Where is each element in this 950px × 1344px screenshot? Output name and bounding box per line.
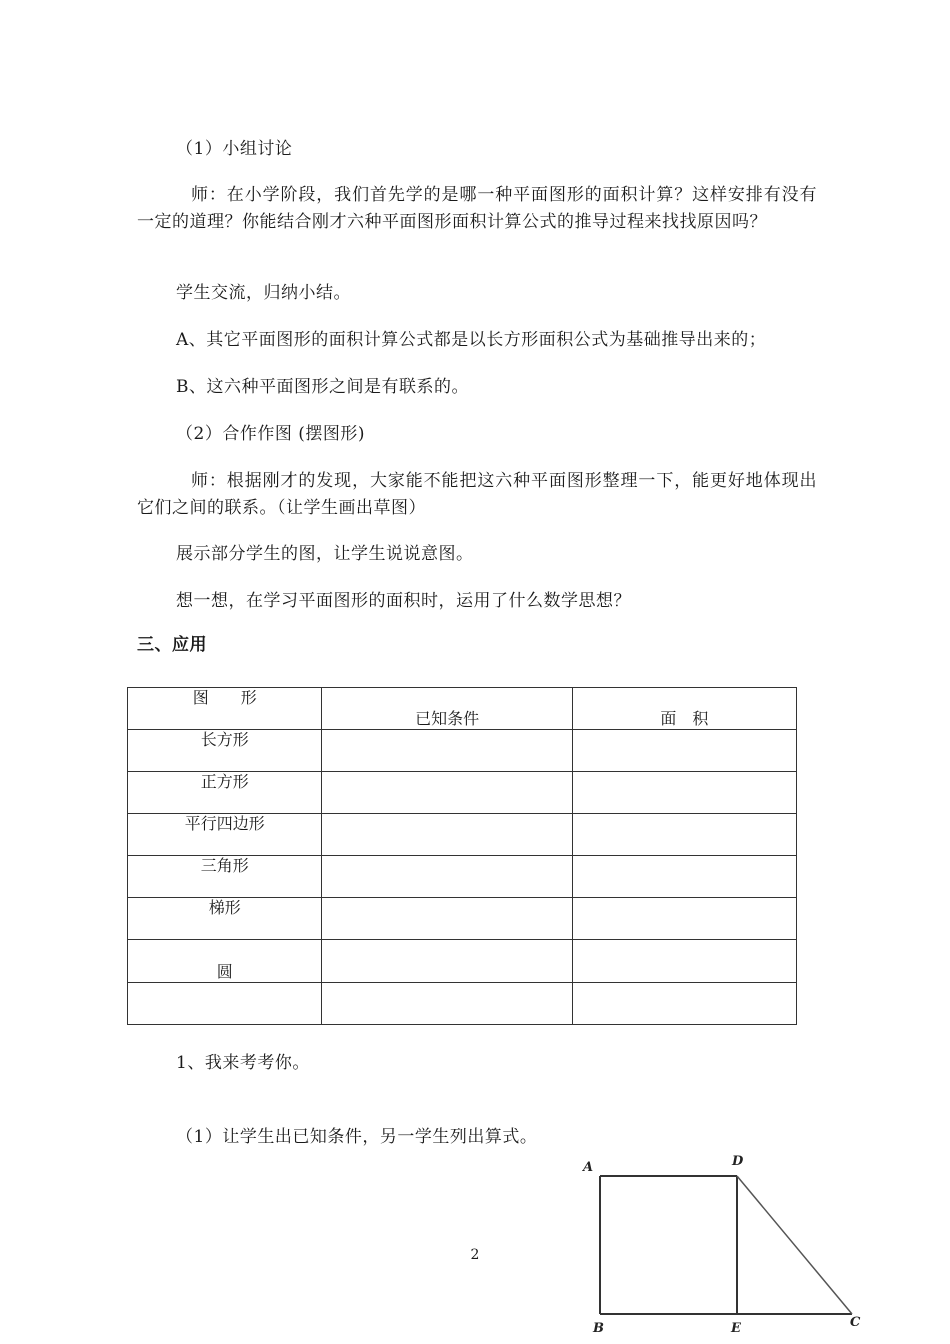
header-cell-known-conditions: 已知条件 [322,688,572,730]
known-conditions-cell [322,856,572,898]
table-row [128,983,797,1025]
table-row [128,898,797,940]
known-conditions-cell [322,730,572,772]
area-cell [572,898,796,940]
think-question: 想一想，在学习平面图形的面积时，运用了什么数学思想？ [176,591,631,611]
vertex-label-a: A [583,1160,594,1175]
show-drawings: 展示部分学生的图，让学生说说意图。 [176,544,474,564]
area-cell [572,856,796,898]
known-conditions-cell [322,983,572,1025]
known-conditions-cell [322,898,572,940]
table-row [128,940,797,983]
edge-dc [737,1176,852,1314]
shape-cell: 圆 [128,940,322,983]
teacher-question-1: 师：在小学阶段，我们首先学的是哪一种平面图形的面积计算？这样安排有没有一定的道理？你能结合刚才六种平面图形面积计算公式的推导过程来找找原因吗？ [137,185,817,232]
section-cooperative-drawing: （2）合作作图 (摆图形) [176,424,365,444]
point-a: A、其它平面图形的面积计算公式都是以长方形面积公式为基础推导出来的； [176,330,767,350]
header-cell-shape: 图 形 [128,688,322,730]
vertex-label-c: C [850,1315,861,1330]
table-row [128,856,797,898]
shape-cell: 正方形 [128,772,322,814]
point-b: B、这六种平面图形之间是有联系的。 [176,377,469,397]
known-conditions-cell [322,814,572,856]
section-application-heading: 三、应用 [137,635,207,655]
shape-cell: 三角形 [128,856,322,898]
shape-cell: 梯形 [128,898,322,940]
vertex-label-d: D [732,1154,744,1169]
student-exchange: 学生交流，归纳小结。 [176,283,351,303]
area-cell [572,772,796,814]
shape-area-table [127,687,797,1025]
page-number: 2 [470,1247,480,1263]
area-cell [572,814,796,856]
vertex-label-e: E [731,1321,741,1336]
exercise-1: 1、我来考考你。 [176,1053,310,1073]
header-cell-area: 面 积 [572,688,796,730]
table-row [128,730,797,772]
area-cell [572,730,796,772]
vertex-label-b: B [593,1321,604,1336]
table-header-row [128,688,797,730]
table-row [128,814,797,856]
table-row [128,772,797,814]
shape-cell: 平行四边形 [128,814,322,856]
shape-cell [128,983,322,1025]
section-group-discussion: （1）小组讨论 [176,139,293,159]
known-conditions-cell [322,772,572,814]
teacher-question-2: 师：根据刚才的发现，大家能不能把这六种平面图形整理一下，能更好地体现出它们之间的联系。（让学生画出草图） [137,471,817,518]
known-conditions-cell [322,940,572,983]
exercise-1-sub: （1）让学生出已知条件，另一学生列出算式。 [176,1127,538,1147]
area-cell [572,940,796,983]
area-cell [572,983,796,1025]
shape-cell: 长方形 [128,730,322,772]
